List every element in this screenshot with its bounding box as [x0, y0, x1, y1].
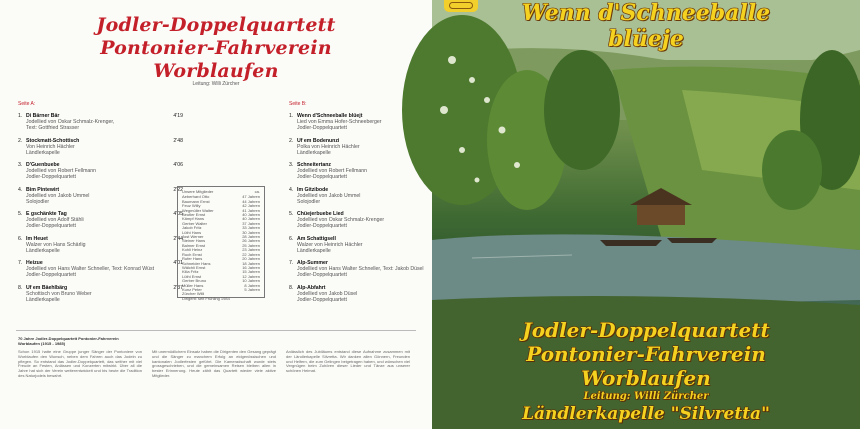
track-performer: Ländlerkapelle — [26, 149, 60, 156]
track-title: Im Gitzibode — [297, 186, 329, 193]
member-years: 10 Jahren — [242, 278, 260, 284]
essay-column-2: Mit unermüdlichem Einsatz haben die Dirigenten den Gesang geprägt und die Sänger zu manchem Erfolg an eidgenössischen und kantonalen Jodlerfesten geführt. Die Kameradschaft wurde stets grossgeschrieben, und die gemeinsamen Reisen bleiben allen in bester Erinnerung. Heute zählt das Quartett wieder viele aktive Mitglieder. — [152, 349, 276, 378]
member-years: 41 Jahren — [242, 207, 260, 213]
essay-column-3: Anlässlich des Jubiläums entstand diese Aufnahme zusammen mit der Ländlerkapelle Silvretta. Wir danken allen Gönnern, Freunden und Helfern, die zum Gelingen beigetragen haben, und wünschen viel Vergnügen beim Zuhören dieser Lieder und Tänze aus unserer schönen Heimat. — [286, 349, 410, 374]
member-years: 25 Jahren — [242, 242, 260, 248]
track-composer: Jodellied von Oskar Schmalz-Krenger — [297, 217, 385, 223]
track-performer: Jodler-Doppelquartett — [26, 174, 76, 180]
track-composer: Jodellied von Robert Fellmann — [26, 168, 97, 174]
track-composer: Von Heinrich Hächler — [26, 143, 75, 150]
track-title: Di Bärner Bär — [26, 113, 60, 119]
track-entry — [18, 162, 183, 186]
album-title-line1: Wenn d'Schneeballe — [521, 0, 771, 26]
front-cover — [432, 0, 860, 429]
track-composer: Jodellied von Jakob Ummel — [297, 192, 361, 199]
track-number: 4. — [289, 186, 294, 193]
track-number: 7. — [18, 260, 23, 266]
track-title: D'Guenbuebe — [26, 162, 60, 168]
track-title: E gschänkte Tag — [26, 211, 67, 217]
track-performer: Jodler-Doppelquartett — [297, 125, 347, 131]
track-performer: Jodler-Doppelquartett — [297, 272, 347, 278]
member-name: Wegmüller Walter — [182, 207, 214, 213]
front-kapelle: Ländlerkapelle "Silvretta" — [522, 404, 770, 424]
member-name: Kämpf Hans — [182, 216, 205, 222]
member-rows — [182, 195, 260, 296]
member-name: Kilia Fritz — [182, 269, 199, 275]
member-name: Lüthi Ernst — [182, 273, 202, 279]
track-composer: Jodellied von Hans Walter Schneller, Text: Jakob Düsel — [297, 266, 424, 272]
track-composer: Jodellied von Oskar Schmalz-Krenger, — [26, 119, 115, 125]
track-performer: Solojodler — [297, 198, 321, 205]
side-a-label: Seite A: — [18, 101, 36, 107]
track-title: Stockmatt-Schottisch — [26, 137, 80, 144]
track-title: Alp-Abfahrt — [297, 284, 326, 291]
track-number: 7. — [289, 260, 294, 266]
track-composer: Walzer von Hans Schärlig — [26, 241, 86, 248]
track-composer: Jodellied von Jakob Düsel — [297, 290, 358, 297]
track-performer: Solojodler — [26, 198, 50, 205]
track-entry — [18, 236, 183, 260]
member-name: Ruch Ernst — [182, 251, 202, 257]
member-name: Steiner Hans — [182, 238, 206, 244]
track-number: 3. — [289, 162, 294, 168]
member-years: 12 Jahren — [242, 273, 260, 279]
track-title: Uf em Bodenunzi — [297, 137, 340, 144]
essay-divider — [16, 330, 416, 331]
track-title: Schneitertanz — [297, 162, 332, 168]
track-number: 2. — [289, 137, 294, 144]
back-leitung: Leitung: Willi Zürcher — [192, 81, 240, 87]
track-title: Bim Pintewirt — [26, 186, 60, 193]
track-number: 1. — [289, 113, 294, 119]
track-performer: Jodler-Doppelquartett — [297, 174, 347, 180]
member-years: 26 Jahren — [242, 238, 260, 244]
back-band-name-line1: Jodler-Doppelquartett — [96, 14, 336, 36]
track-entry — [289, 285, 454, 309]
track-number: 2. — [18, 137, 23, 144]
track-entry — [289, 187, 454, 211]
member-header-label: Unsere Mitglieder — [182, 189, 214, 194]
track-entry — [289, 211, 454, 235]
member-footer: Dirigent: seit Frühling 1984 — [182, 295, 230, 301]
track-duration: 2'22 — [173, 186, 183, 193]
front-leitung: Leitung: Willi Zürcher — [583, 391, 709, 402]
front-band-line2: Pontonier-Fahrverein — [526, 342, 766, 366]
track-title: Heizue — [26, 260, 43, 266]
track-composer: Jodellied von Adolf Stähli — [26, 217, 84, 223]
track-number: 1. — [18, 113, 23, 119]
track-composer: Walzer von Heinrich Hächler — [297, 241, 363, 248]
track-number: 8. — [289, 284, 294, 291]
track-duration: 4'05 — [173, 211, 183, 217]
track-composer: Jodellied von Robert Fellmann — [297, 168, 368, 174]
member-name: Lüthi Hans — [182, 229, 202, 235]
track-composer: Jodellied von Hans Walter Schneller, Text: Konrad Wüst — [26, 266, 155, 272]
track-performer: Ländlerkapelle — [297, 247, 331, 254]
track-performer: Ländlerkapelle — [26, 247, 60, 254]
boathouse-wall — [637, 203, 685, 225]
track-number: 6. — [18, 235, 23, 242]
member-name: Gerber Walter — [182, 220, 207, 226]
member-years: 23 Jahren — [242, 247, 260, 253]
track-entry — [289, 260, 454, 284]
member-name: Rufer Hans — [182, 256, 203, 262]
track-duration: 2'44 — [173, 235, 183, 242]
member-name: Kunz Peter — [182, 286, 202, 292]
track-title: Uf em Bäehlbärg — [26, 284, 68, 291]
member-years: 15 Jahren — [242, 269, 260, 275]
member-name: Aeberhard Otto — [182, 194, 210, 200]
track-entry — [18, 113, 183, 137]
pontoon-boat-2 — [667, 238, 717, 243]
member-years: 30 Jahren — [242, 229, 260, 235]
track-composer: Polka von Heinrich Hächler — [297, 143, 360, 150]
track-entry — [18, 211, 183, 235]
member-name: Kohli Heinz — [182, 247, 203, 253]
track-composer: Schottisch von Bruno Weber — [26, 290, 92, 297]
front-band-line1: Jodler-Doppelquartett — [522, 318, 770, 342]
member-years: 22 Jahren — [242, 251, 260, 257]
back-band-name-line2: Pontonier-Fahrverein — [100, 37, 332, 59]
track-title: Am Schattigsell — [297, 235, 336, 242]
member-years: 42 Jahren — [242, 203, 260, 209]
track-performer: Ländlerkapelle — [26, 296, 60, 303]
track-performer: Jodler-Doppelquartett — [26, 272, 76, 278]
track-entry — [18, 260, 183, 284]
member-years: 20 Jahren — [242, 256, 260, 262]
member-name: Gerber Bruno — [182, 278, 207, 284]
track-number: 5. — [289, 211, 294, 217]
track-entry — [18, 285, 183, 309]
member-name: Balmer Ernst — [182, 242, 206, 248]
member-years: 40 Jahren — [242, 212, 260, 218]
member-name: Beutler Ernst — [182, 212, 206, 218]
track-duration: 2'48 — [173, 137, 183, 144]
track-composer: Jodellied von Jakob Ummel — [26, 192, 90, 199]
track-performer: Ländlerkapelle — [297, 149, 331, 156]
member-years: 28 Jahren — [242, 234, 260, 240]
member-name: Jakob Fritz — [182, 225, 202, 231]
member-header-ca: ca. — [254, 189, 260, 194]
track-entry — [18, 187, 183, 211]
track-performer: Text: Gottfried Strasser — [26, 125, 80, 131]
track-title: Im Heuet — [26, 235, 48, 242]
member-name: Feuz Willy — [182, 203, 201, 209]
track-entry — [18, 138, 183, 162]
member-years: 5 Jahren — [244, 286, 260, 292]
member-name: Jost Werner — [182, 234, 204, 240]
member-list-box — [177, 186, 265, 301]
track-number: 4. — [18, 186, 23, 193]
member-years: 18 Jahren — [242, 260, 260, 266]
essay-column-1: Schon 1915 hatte eine Gruppe junger Sänger der Pontoniere von Worblaufen den Wunsch, neben dem Fahren auch das Jodeln zu pflegen. So entstand das Jodler-Doppelquartett, das seither mit viel Freude an Festen, Anlässen und Konzerten mitwirkt. Über all die Jahre hat sich der Verein weiterentwickelt und bis heute die Tradition des Naturjodels bewahrt. — [18, 349, 142, 378]
back-band-name-line3: Worblaufen — [153, 60, 279, 82]
pontoon-boat — [600, 240, 662, 246]
track-performer: Jodler-Doppelquartett — [26, 223, 76, 229]
track-title: Chüejerbuebe Lied — [297, 211, 344, 217]
track-composer: Lied von Emma Hofer-Schneeberger — [297, 119, 382, 125]
essay-heading: 70 Jahre Jodler-Doppelquartett Pontonier-Fahrverein Worblaufen (1915 - 1985) — [18, 336, 119, 346]
track-performer: Jodler-Doppelquartett — [297, 296, 347, 303]
track-duration: 4'01 — [173, 260, 183, 266]
track-number: 5. — [18, 211, 23, 217]
track-duration: 4'19 — [173, 113, 183, 119]
track-entry — [289, 236, 454, 260]
track-title: Wenn d'Schneeballe blüejt — [297, 113, 363, 119]
track-title: Alp-Summer — [297, 260, 328, 266]
member-years: 8 Jahren — [244, 282, 260, 288]
member-years: 44 Jahren — [242, 198, 260, 204]
member-years: 40 Jahren — [242, 216, 260, 222]
track-performer: Jodler-Doppelquartett — [297, 223, 347, 229]
tree-middle — [544, 50, 620, 170]
track-number: 3. — [18, 162, 23, 168]
member-years: 33 Jahren — [242, 225, 260, 231]
member-years: 47 Jahren — [242, 194, 260, 200]
member-name: Müller Hans — [182, 282, 204, 288]
side-b-label: Seite B: — [289, 101, 307, 107]
member-years: 37 Jahren — [242, 220, 260, 226]
front-band-line3: Worblaufen — [581, 366, 711, 390]
album-title-line2: blüeje — [608, 26, 684, 52]
track-duration: 2'37 — [173, 284, 183, 291]
member-name: Baumann Ernst — [182, 198, 210, 204]
member-years: 16 Jahren — [242, 264, 260, 270]
member-name: Schneider Hans — [182, 260, 211, 266]
member-name: Wälchli Ernst — [182, 264, 206, 270]
track-duration: 4'06 — [173, 162, 183, 168]
member-name: Zürcher Willi — [182, 291, 205, 297]
tree-right-2 — [762, 130, 822, 210]
track-number: 6. — [289, 235, 294, 242]
track-number: 8. — [18, 284, 23, 291]
